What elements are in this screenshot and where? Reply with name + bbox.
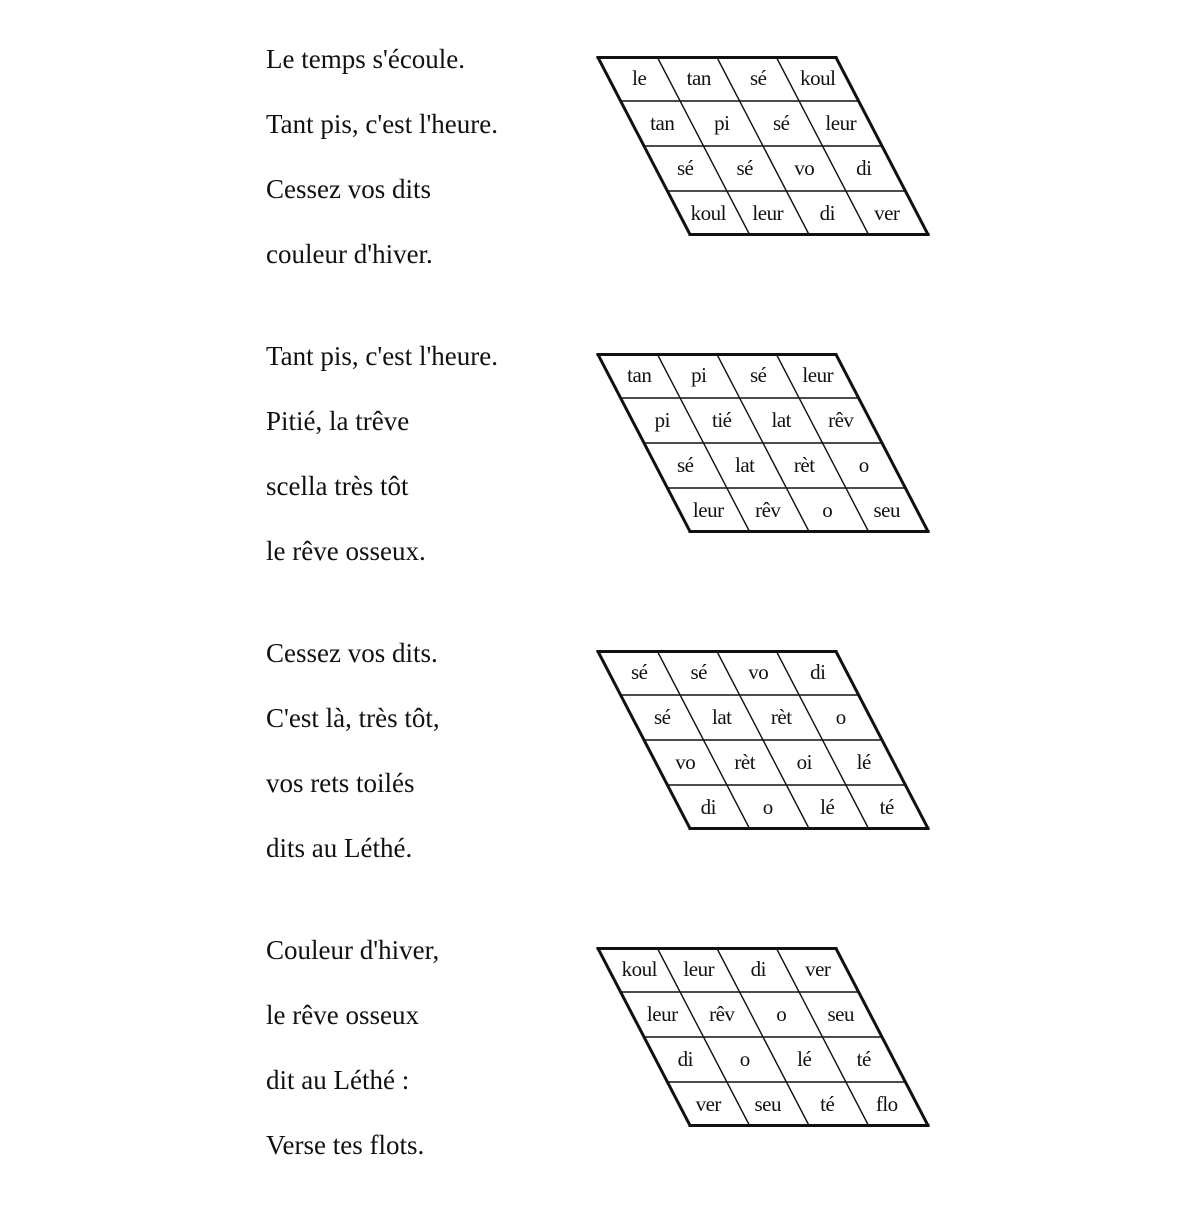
grid-syllable: lat xyxy=(735,453,755,477)
grid-syllable: di xyxy=(677,1047,693,1071)
grid-syllable: sé xyxy=(631,660,648,684)
grid-syllable: lat xyxy=(712,705,732,729)
verse-line: Verse tes flots. xyxy=(266,1130,425,1160)
grid-syllable: leur xyxy=(683,957,715,981)
verse-line: Tant pis, c'est l'heure. xyxy=(266,109,499,139)
grid-syllable: o xyxy=(739,1047,750,1071)
grid-syllable: vo xyxy=(794,156,815,180)
grid-syllable: o xyxy=(776,1002,787,1026)
grid-syllable: di xyxy=(810,660,826,684)
grid-syllable: pi xyxy=(691,363,707,387)
grid-syllable: sé xyxy=(677,156,694,180)
syllable-grid xyxy=(596,353,932,533)
verse-line: Le temps s'écoule. xyxy=(266,44,466,74)
grid-syllable: lé xyxy=(856,750,871,774)
grid-syllable: sé xyxy=(773,111,790,135)
grid-syllable: tan xyxy=(627,363,652,387)
verse-line: Pitié, la trêve xyxy=(266,406,410,436)
grid-syllable: koul xyxy=(690,201,726,225)
grid-syllable: ver xyxy=(874,201,900,225)
verse-line: le rêve osseux. xyxy=(266,536,426,566)
grid-syllable: seu xyxy=(827,1002,854,1026)
grid-syllable: di xyxy=(700,795,716,819)
grid-syllable: tan xyxy=(686,66,711,90)
grid-syllable: le xyxy=(632,66,647,90)
grid-syllable: o xyxy=(858,453,869,477)
grid-syllable: sé xyxy=(690,660,707,684)
grid-syllable: lat xyxy=(771,408,791,432)
stanza-text xyxy=(266,44,498,304)
grid-syllable: rèt xyxy=(734,750,756,774)
grid-syllable: sé xyxy=(736,156,753,180)
stanza-4 xyxy=(0,935,1200,1225)
grid-syllable: leur xyxy=(692,498,724,522)
stanza-text xyxy=(266,935,439,1195)
verse-line: Couleur d'hiver, xyxy=(266,935,440,965)
verse-line: scella très tôt xyxy=(266,471,409,501)
grid-syllable: sé xyxy=(654,705,671,729)
grid-syllable: lé xyxy=(820,795,835,819)
grid-syllable: lé xyxy=(797,1047,812,1071)
grid-syllable: sé xyxy=(750,363,767,387)
grid-syllable: koul xyxy=(800,66,836,90)
grid-syllable: sé xyxy=(677,453,694,477)
grid-syllable: seu xyxy=(873,498,900,522)
stanza-text xyxy=(266,638,440,898)
grid-syllable: flo xyxy=(875,1092,898,1116)
grid-syllable: pi xyxy=(714,111,730,135)
grid-syllable: di xyxy=(750,957,766,981)
verse-line: Cessez vos dits xyxy=(266,174,431,204)
grid-syllable: rêv xyxy=(755,498,781,522)
grid-syllable: vo xyxy=(748,660,769,684)
grid-syllable: o xyxy=(822,498,833,522)
grid-syllable: rèt xyxy=(793,453,815,477)
syllable-grid xyxy=(596,947,932,1127)
grid-syllable: leur xyxy=(802,363,834,387)
verse-line: vos rets toilés xyxy=(266,768,415,798)
syllable-grid xyxy=(596,650,932,830)
grid-syllable: o xyxy=(762,795,773,819)
grid-syllable: tié xyxy=(712,408,732,432)
verse-line: C'est là, très tôt, xyxy=(266,703,440,733)
verse-line: dit au Léthé : xyxy=(266,1065,410,1095)
grid-syllable: vo xyxy=(675,750,696,774)
verse-line: Tant pis, c'est l'heure. xyxy=(266,341,499,371)
grid-syllable: rêv xyxy=(828,408,854,432)
grid-syllable: oi xyxy=(796,750,812,774)
grid-syllable: rêv xyxy=(709,1002,735,1026)
stanza-2 xyxy=(0,341,1200,631)
grid-syllable: pi xyxy=(654,408,670,432)
grid-syllable: té xyxy=(820,1092,835,1116)
grid-syllable: tan xyxy=(650,111,675,135)
grid-syllable: té xyxy=(856,1047,871,1071)
grid-syllable: di xyxy=(819,201,835,225)
grid-syllable: o xyxy=(835,705,846,729)
grid-syllable: ver xyxy=(695,1092,721,1116)
verse-line: le rêve osseux xyxy=(266,1000,419,1030)
grid-syllable: leur xyxy=(752,201,784,225)
grid-syllable: seu xyxy=(754,1092,781,1116)
grid-syllable: leur xyxy=(825,111,857,135)
stanza-1 xyxy=(0,44,1200,334)
grid-syllable: leur xyxy=(646,1002,678,1026)
verse-line: dits au Léthé. xyxy=(266,833,413,863)
stanza-3 xyxy=(0,638,1200,928)
grid-syllable: sé xyxy=(750,66,767,90)
verse-line: couleur d'hiver. xyxy=(266,239,433,269)
grid-syllable: koul xyxy=(621,957,657,981)
stanza-text xyxy=(266,341,498,601)
grid-syllable: di xyxy=(856,156,872,180)
grid-syllable: té xyxy=(879,795,894,819)
grid-syllable: rèt xyxy=(770,705,792,729)
verse-line: Cessez vos dits. xyxy=(266,638,438,668)
syllable-grid xyxy=(596,56,932,236)
grid-syllable: ver xyxy=(805,957,831,981)
